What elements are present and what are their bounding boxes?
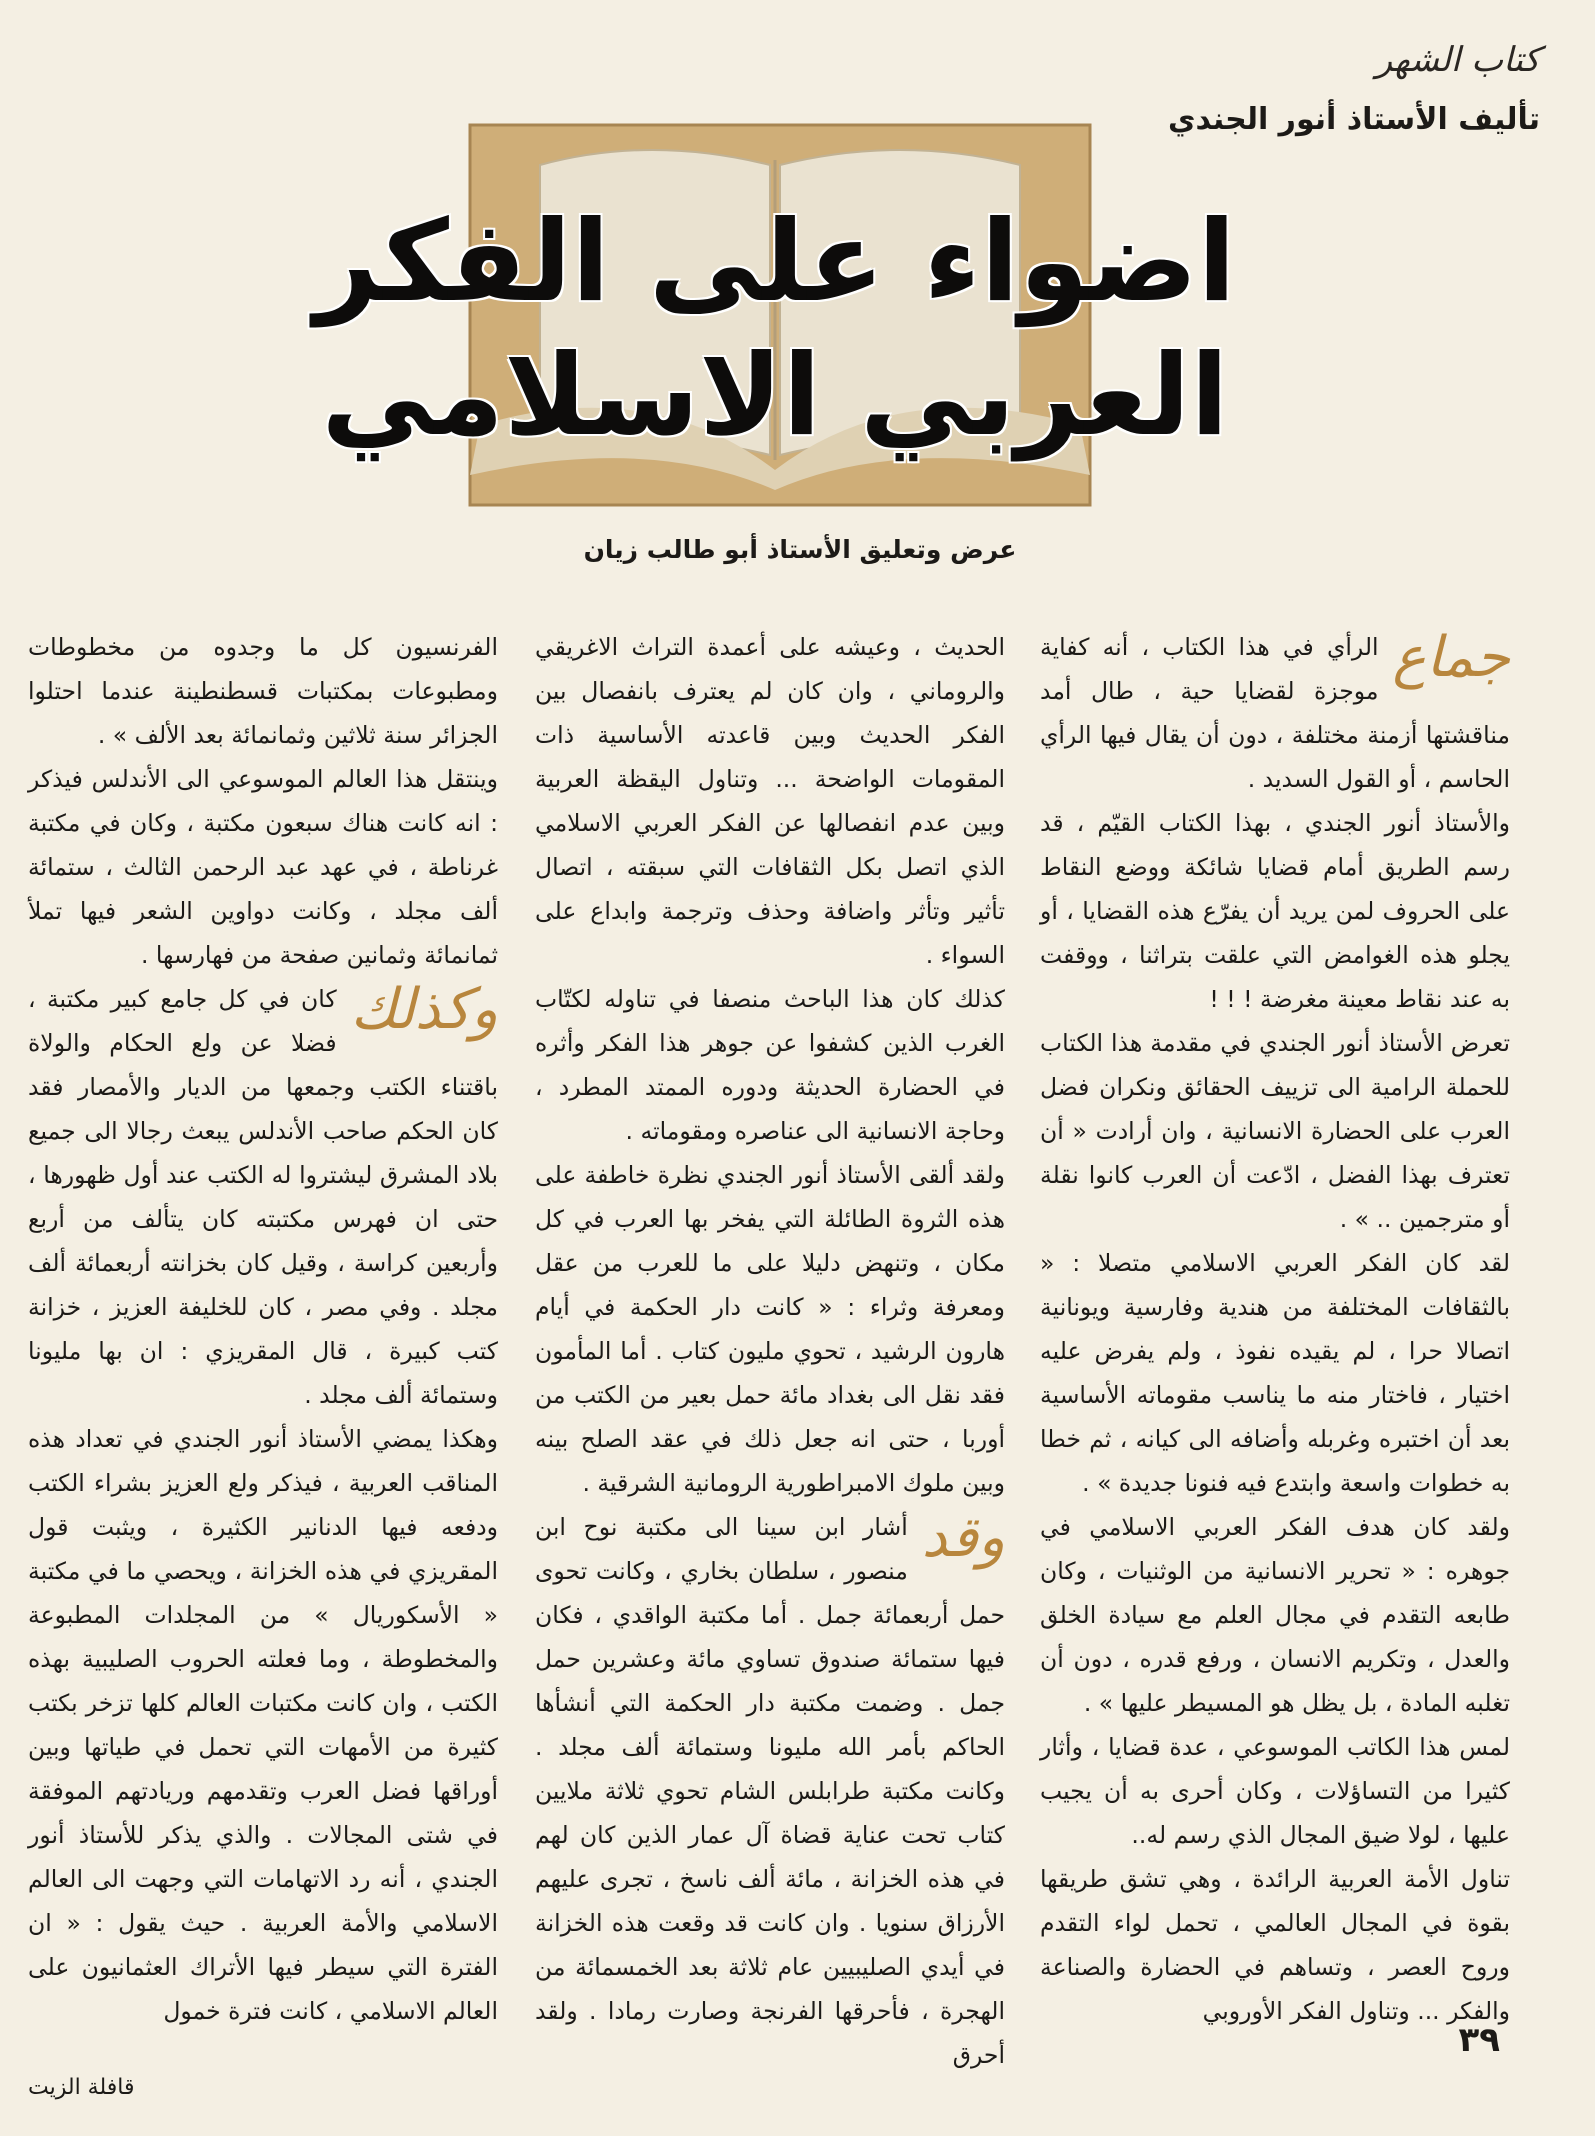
page-number: ٣٩ <box>1458 2020 1500 2060</box>
paragraph: أشار ابن سينا الى مكتبة نوح ابن منصور ، سلطان بخاري ، وكانت تحوى حمل أربعمائة جمل . أما مكتبة الواقدي ، فكان فيها ستمائة صندوق تساوي مائة وعشرين حمل جمل . وضمت مكتبة دار الحكمة التي أنشأها الحاكم بأمر الله مليونا وستمائة ألف مجلد . وكانت مكتبة طرابلس الشام تحوي ثلاثة ملايين كتاب تحت عناية قضاة آل عمار الذين كان لهم في هذه الخزانة ، مائة ألف ناسخ ، تجرى عليهم الأرزاق سنويا . وان كانت قد وقعت هذه الخزانة في أيدي الصليبيين عام ثلاثة بعد الخمسمائة من الهجرة ، فأحرقها الفرنجة وصارت رمادا . ولقد أحرق <box>535 1513 1005 2069</box>
paragraph: الرأي في هذا الكتاب ، أنه كفاية موجزة لقضايا حية ، طال أمد مناقشتها أزمنة مختلفة ، دون أن يقال فيها الرأي الحاسم ، أو القول السديد . <box>1040 633 1510 793</box>
paragraph: ولقد ألقى الأستاذ أنور الجندي نظرة خاطفة على هذه الثروة الطائلة التي يفخر بها العرب في كل مكان ، وتنهض دليلا على ما للعرب من عقل ومعرفة وثراء : « كانت دار الحكمة في أيام هارون الرشيد ، تحوي مليون كتاب . أما المأمون فقد نقل الى بغداد مائة حمل بعير من الكتب من أوربا ، حتى انه جعل ذلك في عقد الصلح بينه وبين ملوك الامبراطورية الرومانية الشرقية . <box>535 1161 1005 1497</box>
paragraph: الفرنسيون كل ما وجدوه من مخطوطات ومطبوعات بمكتبات قسطنطينة عندما احتلوا الجزائر سنة ثلاثين وثمانمائة بعد الألف » . <box>28 633 498 749</box>
paragraph: وينتقل هذا العالم الموسوعي الى الأندلس فيذكر : انه كانت هناك سبعون مكتبة ، وكان في مكتبة غرناطة ، في عهد عبد الرحمن الثالث ، ستمائة ألف مجلد ، وكانت دواوين الشعر فيها تملأ ثمانمائة وثمانين صفحة من فهارسها . <box>28 765 498 969</box>
paragraph: تعرض الأستاذ أنور الجندي في مقدمة هذا الكتاب للحملة الرامية الى تزييف الحقائق ونكران فضل العرب على الحضارة الانسانية ، وان أرادت « أن تعترف بهذا الفضل ، ادّعت أن العرب كانوا نقلة أو مترجمين .. » . <box>1040 1029 1510 1233</box>
paragraph: لمس هذا الكاتب الموسوعي ، عدة قضايا ، وأثار كثيرا من التساؤلات ، وكان أحرى به أن يجيب عليها ، لولا ضيق المجال الذي رسم له.. <box>1040 1733 1510 1849</box>
dropcap: جماع <box>1392 625 1510 690</box>
paragraph: كان في كل جامع كبير مكتبة ، فضلا عن ولع الحكام والولاة باقتناء الكتب وجمعها من الديار والأمصار فقد كان الحكم صاحب الأندلس يبعث رجالا الى جميع بلاد المشرق ليشتروا له الكتب عند أول ظهورها ، حتى ان فهرس مكتبته كان يتألف من أربع وأربعين كراسة ، وقيل كان بخزانته أربعمائة ألف مجلد . وفي مصر ، كان للخليفة العزيز ، خزانة كتب كبيرة ، قال المقريزي : ان بها مليونا وستمائة ألف مجلد . <box>28 985 498 1409</box>
paragraph: وهكذا يمضي الأستاذ أنور الجندي في تعداد هذه المناقب العربية ، فيذكر ولع العزيز بشراء الكتب ودفعه فيها الدنانير الكثيرة ، ويثبت قول المقريزي في هذه الخزانة ، ويحصي ما في مكتبة « الأسكوريال » من المجلدات المطبوعة والمخطوطة ، وما فعلته الحروب الصليبية بهذه الكتب ، وان كانت مكتبات العالم كلها تزخر بكتب كثيرة من الأمهات التي تحمل في طياتها وبين أوراقها فضل العرب وتقدمهم وريادتهم الموفقة في شتى المجالات . والذي يذكر للأستاذ أنور الجندي ، أنه رد الاتهامات التي وجهت الى العالم الاسلامي والأمة العربية . حيث يقول : « ان الفترة التي سيطر فيها الأتراك العثمانيون على العالم الاسلامي ، كانت فترة خمول <box>28 1425 498 2025</box>
paragraph: الحديث ، وعيشه على أعمدة التراث الاغريقي والروماني ، وان كان لم يعترف بانفصال بين الفكر الحديث وبين قاعدته الأساسية ذات المقومات الواضحة ... وتناول اليقظة العربية وبين عدم انفصالها عن الفكر العربي الاسلامي الذي اتصل بكل الثقافات التي سبقته ، اتصال تأثير وتأثر واضافة وحذف وترجمة وابداع على السواء . <box>535 633 1005 969</box>
reviewer-line: عرض وتعليق الأستاذ أبو طالب زيان <box>583 535 1017 564</box>
magazine-name: قافلة الزيت <box>28 2075 135 2100</box>
dropcap: وكذلك <box>350 977 498 1042</box>
section-label: كتاب الشهر <box>1375 40 1540 80</box>
text-column-2 <box>535 625 1005 2069</box>
author-line: تأليف الأستاذ أنور الجندي <box>1168 102 1540 137</box>
paragraph: ولقد كان هدف الفكر العربي الاسلامي في جوهره : « تحرير الانسانية من الوثنيات ، وكان طابعه التقدم في مجال العلم مع سيادة الخلق والعدل ، وتكريم الانسان ، ورفع قدره ، دون أن تغلبه المادة ، بل يظل هو المسيطر عليها » . <box>1040 1513 1510 1717</box>
text-column-3 <box>28 625 498 2025</box>
dropcap: وقد <box>921 1505 1005 1570</box>
text-column-1 <box>1040 625 1510 2025</box>
paragraph: كذلك كان هذا الباحث منصفا في تناوله لكتّاب الغرب الذين كشفوا عن جوهر هذا الفكر وأثره في الحضارة الحديثة ودوره الممتد المطرد ، وحاجة الانسانية الى عناصره ومقوماته . <box>535 985 1005 1145</box>
paragraph: لقد كان الفكر العربي الاسلامي متصلا : « بالثقافات المختلفة من هندية وفارسية ويونانية اتصالا حرا ، لم يقيده نفوذ ، ولم يفرض عليه اختيار ، فاختار منه ما يناسب مقوماته الأساسية بعد أن اختبره وغربله وأضافه الى كيانه ، ثم خطا به خطوات واسعة وابتدع فيه فنونا جديدة » . <box>1040 1249 1510 1497</box>
book-title: اضواء على الفكر العربي الاسلامي <box>314 197 1236 462</box>
paragraph: والأستاذ أنور الجندي ، بهذا الكتاب القيّم ، قد رسم الطريق أمام قضايا شائكة ووضع النقاط على الحروف لمن يريد أن يفرّع هذه القضايا ، أو يجلو هذه الغوامض التي علقت بتراثنا ، ووقفت به عند نقاط معينة مغرضة ! ! ! <box>1040 809 1510 1013</box>
paragraph: تناول الأمة العربية الرائدة ، وهي تشق طريقها بقوة في المجال العالمي ، تحمل لواء التقدم وروح العصر ، وتساهم في الحضارة والصناعة والفكر ... وتناول الفكر الأوروبي <box>1040 1865 1510 2025</box>
